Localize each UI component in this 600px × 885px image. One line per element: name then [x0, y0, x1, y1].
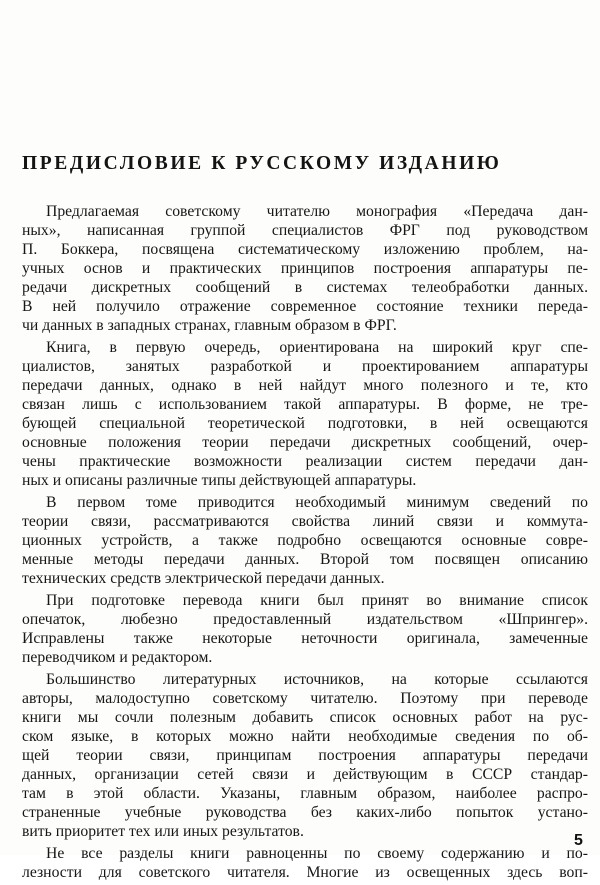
- text-line: чены практические возможности реализации систем передачи дан-: [22, 453, 588, 470]
- text-line: редачи дискретных сообщений в системах телеобработки данных.: [22, 279, 588, 296]
- text-line: книги мы сочли полезным добавить список основных работ на рус-: [22, 709, 588, 726]
- text-line: циалистов, занятых разработкой и проектированием аппаратуры: [22, 358, 588, 375]
- paragraph: [22, 338, 588, 490]
- text-line: страненные учебные руководства без каких-либо попыток устано-: [22, 804, 588, 821]
- text-line: авторы, малодоступно советскому читателю. Поэтому при переводе: [22, 690, 588, 707]
- text-line: лезности для советского читателя. Многие из освещенных здесь воп-: [22, 864, 588, 881]
- text-line: При подготовке перевода книги был принят во внимание список: [46, 592, 588, 609]
- text-line: Предлагаемая советскому читателю монография «Передача дан-: [46, 203, 588, 220]
- body-text: [22, 202, 588, 885]
- text-line: В ней получило отражение современное состояние техники переда-: [22, 298, 588, 315]
- text-line: данных, организации сетей связи и действующим в СССР стандар-: [22, 766, 588, 783]
- text-line: ском языке, в которых можно найти необходимые сведения по об-: [22, 728, 588, 745]
- text-line: менные методы передачи данных. Второй том посвящен описанию: [22, 551, 588, 568]
- paragraph: [22, 493, 588, 588]
- text-line: бующей специальной теоретической подготовки, в ней освещаются: [22, 415, 588, 432]
- text-line: В первом томе приводится необходимый минимум сведений по: [46, 494, 588, 511]
- text-line: связан лишь с использованием такой аппаратуры. В форме, не тре-: [22, 396, 588, 413]
- text-line: переводчиком и редактором.: [22, 649, 213, 666]
- text-line: передачи данных, однако в ней найдут много полезного и те, кто: [22, 377, 588, 394]
- paragraph: [22, 670, 588, 841]
- text-line: чи данных в западных странах, главным образом в ФРГ.: [22, 317, 397, 334]
- page-number: 5: [574, 832, 583, 849]
- paragraph: [22, 844, 588, 882]
- text-line: основные положения теории передачи дискретных сообщений, очер-: [22, 434, 588, 451]
- text-line: технических средств электрической передачи данных.: [22, 570, 385, 587]
- text-line: ных и описаны различные типы действующей аппаратуры.: [22, 472, 417, 489]
- text-line: П. Боккера, посвящена систематическому изложению проблем, на-: [22, 241, 588, 258]
- text-line: там в этой области. Указаны, главным образом, наиболее распро-: [22, 785, 588, 802]
- text-line: Не все разделы книги равноценны по своему содержанию и по-: [46, 845, 588, 862]
- text-line: учных основ и практических принципов построения аппаратуры пе-: [22, 260, 588, 277]
- text-line: Исправлены также некоторые неточности оригинала, замеченные: [22, 630, 588, 647]
- text-line: Большинство литературных источников, на которые ссылаются: [46, 671, 588, 688]
- text-line: вить приоритет тех или иных результатов.: [22, 823, 304, 840]
- paragraph: [22, 591, 588, 667]
- text-line: ных», написанная группой специалистов ФРГ под руководством: [22, 222, 588, 239]
- text-line: ционных устройств, а также подробно освещаются основные совре-: [22, 532, 588, 549]
- text-line: Книга, в первую очередь, ориентирована на широкий круг спе-: [46, 339, 588, 356]
- text-line: щей теории связи, принципам построения аппаратуры передачи: [22, 747, 588, 764]
- text-line: опечаток, любезно предоставленный издательством «Шпрингер».: [22, 611, 588, 628]
- section-heading: ПРЕДИСЛОВИЕ К РУССКОМУ ИЗДАНИЮ: [22, 153, 502, 174]
- paragraph: [22, 202, 588, 335]
- text-line: теории связи, рассматриваются свойства линий связи и коммута-: [22, 513, 588, 530]
